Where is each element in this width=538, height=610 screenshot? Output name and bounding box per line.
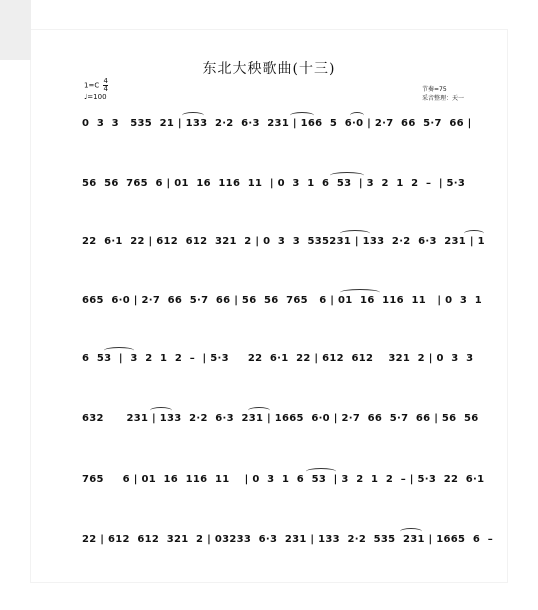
time-numerator: 4 — [103, 77, 108, 85]
score-row-7 — [82, 474, 492, 498]
score-row-4 — [82, 295, 492, 319]
score-row-3 — [82, 236, 492, 260]
tie-mark — [290, 112, 314, 119]
tie-mark — [340, 289, 380, 296]
notation-line: 0 3 3 535 21 | 133 2·2 6·3 231 | 166 5 6·0 | 2·7 66 5·7 66 | — [82, 118, 472, 129]
notation-line: 22 6·1 22 | 612 612 321 2 | 0 3 3 535231 | 133 2·2 6·3 231 | 1 — [82, 236, 485, 247]
tie-mark — [306, 468, 336, 475]
credit-line: 采音整理：天一 — [422, 95, 465, 102]
score-row-6 — [82, 413, 492, 437]
page-corner-margin — [0, 0, 31, 60]
notation-line: 56 56 765 6 | 01 16 116 11 | 0 3 1 6 53 | 3 2 1 2 – | 5·3 — [82, 178, 466, 189]
tie-mark — [340, 230, 370, 237]
credits-block — [422, 85, 464, 103]
tie-mark — [150, 407, 172, 414]
key-tempo-block — [84, 78, 108, 102]
notation-line: 665 6·0 | 2·7 66 5·7 66 | 56 56 765 6 | 01 16 116 11 | 0 3 1 — [82, 295, 482, 306]
credit-line: 节奏=75 — [422, 86, 447, 93]
score-row-5 — [82, 353, 492, 377]
score-row-1 — [82, 118, 492, 142]
tie-mark — [182, 112, 204, 119]
time-denominator: 4 — [103, 85, 108, 93]
notation-line: 6 53 | 3 2 1 2 – | 5·3 22 6·1 22 | 612 612 321 2 | 0 3 3 — [82, 353, 474, 364]
tie-mark — [464, 230, 484, 237]
score-row-8 — [82, 534, 492, 558]
notation-line: 765 6 | 01 16 116 11 | 0 3 1 6 53 | 3 2 1 2 – | 5·3 22 6·1 — [82, 474, 485, 485]
tie-mark — [400, 528, 422, 535]
tempo-mark: ♩=100 — [84, 93, 107, 101]
key-signature: 1=C — [84, 81, 100, 90]
score-title: 东北大秧歌曲(十三) — [202, 61, 336, 77]
tie-mark — [330, 172, 364, 179]
notation-line: 632 231 | 133 2·2 6·3 231 | 1665 6·0 | 2·7 66 5·7 66 | 56 56 — [82, 413, 479, 424]
tie-mark — [104, 347, 134, 354]
notation-line: 22 | 612 612 321 2 | 03233 6·3 231 | 133 2·2 535 231 | 1665 6 – — [82, 534, 493, 545]
score-row-2 — [82, 178, 492, 202]
tie-mark — [350, 112, 364, 119]
tie-mark — [248, 407, 270, 414]
time-signature — [103, 78, 107, 93]
